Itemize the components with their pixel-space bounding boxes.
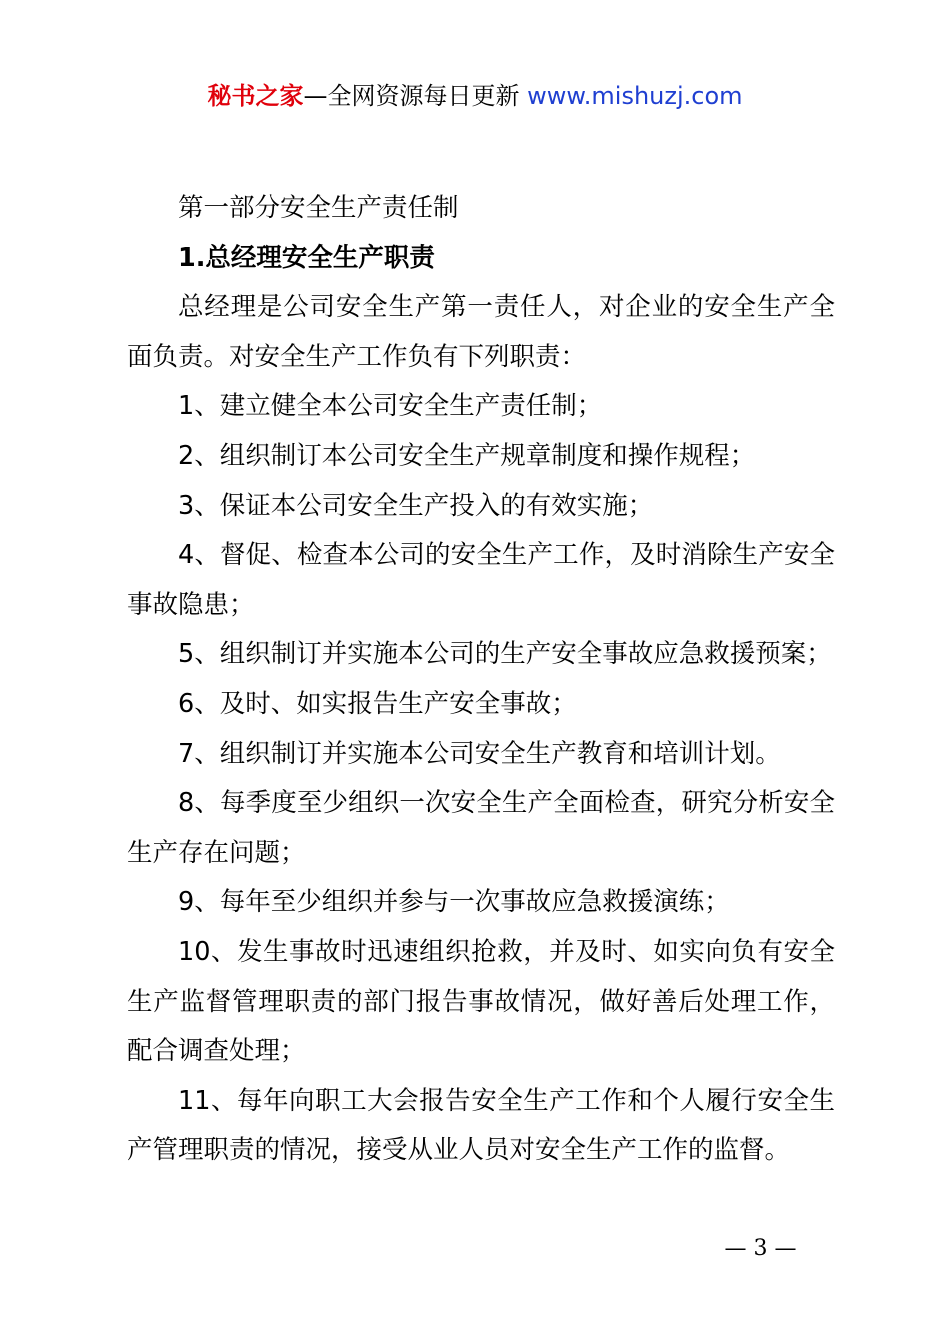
list-item: 4、督促、检查本公司的安全生产工作，及时消除生产安全事故隐患； <box>127 540 835 620</box>
list-item: 6、及时、如实报告生产安全事故； <box>178 688 577 719</box>
list-item: 11、每年向职工大会报告安全生产工作和个人履行安全生产管理职责的情况，接受从业人员对安全生产工作的监督。 <box>127 1085 835 1166</box>
list-item: 1、建立健全本公司安全生产责任制； <box>178 391 603 422</box>
page-number: — 3 — <box>724 1236 797 1261</box>
list-item: 8、每季度至少组织一次安全生产全面检查，研究分析安全生产存在问题； <box>127 788 835 868</box>
list-item: 9、每年至少组织并参与一次事故应急救援演练； <box>178 887 730 918</box>
document-body <box>127 184 835 1176</box>
list-item: 7、组织制订并实施本公司安全生产教育和培训计划。 <box>178 738 781 769</box>
header-slogan: —全网资源每日更新 <box>303 82 520 110</box>
section-title: 第一部分安全生产责任制 <box>178 193 459 223</box>
article-heading: 1.总经理安全生产职责 <box>178 242 435 273</box>
brand-name: 秘书之家 <box>207 82 304 110</box>
list-item: 5、组织制订并实施本公司的生产安全事故应急救援预案； <box>178 639 832 670</box>
list-item: 2、组织制订本公司安全生产规章制度和操作规程； <box>178 440 756 471</box>
site-url-link[interactable]: www.mishuzj.com <box>527 82 743 110</box>
intro-paragraph: 总经理是公司安全生产第一责任人，对企业的安全生产全面负责。对安全生产工作负有下列职责： <box>127 292 835 372</box>
list-item: 10、发生事故时迅速组织抢救，并及时、如实向负有安全生产监督管理职责的部门报告事故情况，做好善后处理工作，配合调查处理； <box>127 936 835 1067</box>
list-item: 3、保证本公司安全生产投入的有效实施； <box>178 490 654 521</box>
site-header <box>0 80 950 112</box>
